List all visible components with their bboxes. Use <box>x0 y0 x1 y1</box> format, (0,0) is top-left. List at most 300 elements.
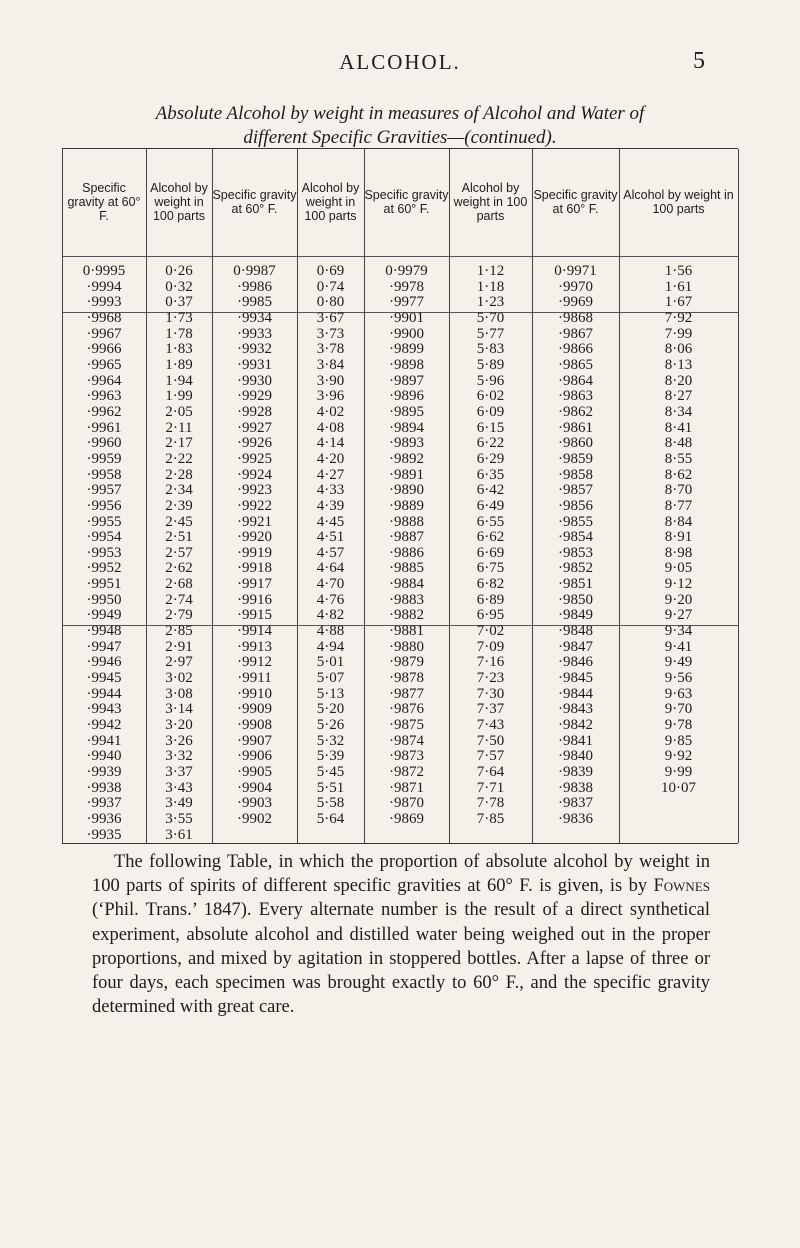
alcohol-cell: 5·26 <box>316 717 345 734</box>
alcohol-cell: 5·01 <box>316 654 345 671</box>
gravity-cell: ·9964 <box>86 372 122 389</box>
gravity-cell: ·9846 <box>558 654 593 671</box>
alcohol-cell: 6·22 <box>476 435 505 452</box>
alcohol-cell: 1·56 <box>664 263 693 279</box>
gravity-cell: ·9841 <box>558 732 593 749</box>
gravity-cell: ·9849 <box>558 607 593 624</box>
alcohol-cell: 3·78 <box>316 341 345 358</box>
gravity-cell: ·9907 <box>237 732 272 749</box>
gravity-cell: ·9913 <box>237 638 272 655</box>
gravity-cell: ·9928 <box>237 403 272 420</box>
gravity-cell: ·9911 <box>237 670 272 687</box>
gravity-cell: ·9940 <box>86 748 122 765</box>
gravity-cell: ·9855 <box>558 513 593 530</box>
alcohol-cell: 1·99 <box>165 388 193 405</box>
alcohol-cell: 6·75 <box>476 560 505 577</box>
alcohol-cell: 1·18 <box>476 278 505 295</box>
alcohol-cell: 2·45 <box>165 513 193 530</box>
alcohol-cell: 8·70 <box>664 482 693 499</box>
gravity-cell: ·9903 <box>237 795 272 812</box>
alcohol-cell: 4·33 <box>316 482 345 499</box>
gravity-cell: ·9937 <box>86 795 122 812</box>
alcohol-cell: 7·71 <box>476 779 505 796</box>
alcohol-cell: 2·28 <box>165 466 193 483</box>
alcohol-cell: 8·91 <box>664 529 693 546</box>
gravity-cell: ·9963 <box>86 388 122 405</box>
gravity-cell: ·9897 <box>389 372 424 389</box>
gravity-cell: ·9926 <box>237 435 272 452</box>
gravity-cell: ·9916 <box>237 591 272 608</box>
gravity-cell: ·9905 <box>237 764 272 780</box>
alcohol-cell: 0·74 <box>316 278 345 295</box>
alcohol-cell: 6·82 <box>476 576 505 593</box>
alcohol-cell: 9·85 <box>664 732 693 749</box>
alcohol-cell: 6·42 <box>476 482 505 499</box>
header-specific-gravity: Specific gravity at 60° F. <box>212 188 297 216</box>
alcohol-cell: 8·84 <box>664 513 693 530</box>
alcohol-column <box>146 264 212 843</box>
gravity-cell: ·9912 <box>237 654 272 671</box>
gravity-cell: ·9894 <box>389 419 424 436</box>
gravity-cell: ·9917 <box>237 576 272 593</box>
gravity-column <box>212 264 297 828</box>
gravity-cell: ·9881 <box>389 623 424 640</box>
gravity-cell: ·9945 <box>86 670 122 687</box>
gravity-cell: ·9850 <box>558 591 593 608</box>
alcohol-cell: 1·94 <box>165 372 193 389</box>
header-alcohol-by-weight: Alcohol by weight in 100 parts <box>150 181 208 223</box>
alcohol-cell: 4·88 <box>316 623 345 640</box>
alcohol-cell: 5·96 <box>476 372 505 389</box>
alcohol-cell: 9·34 <box>664 623 693 640</box>
gravity-cell: ·9914 <box>237 623 272 640</box>
gravity-cell: ·9957 <box>86 482 122 499</box>
gravity-cell: ·9919 <box>237 544 272 561</box>
gravity-cell: ·9933 <box>237 325 272 342</box>
gravity-cell: ·9872 <box>389 764 424 780</box>
gravity-cell: ·9848 <box>558 623 593 640</box>
gravity-cell: ·9863 <box>558 388 593 405</box>
gravity-cell: ·9858 <box>558 466 593 483</box>
alcohol-cell: 5·83 <box>476 341 505 358</box>
gravity-cell: ·9867 <box>558 325 593 342</box>
gravity-cell: ·9986 <box>237 278 272 295</box>
gravity-cell: ·9879 <box>389 654 424 671</box>
gravity-cell: ·9889 <box>389 497 424 514</box>
gravity-cell: ·9852 <box>558 560 593 577</box>
column-rule <box>738 149 739 843</box>
gravity-cell: ·9938 <box>86 779 122 796</box>
gravity-cell: ·9959 <box>86 450 122 467</box>
gravity-cell: ·9844 <box>558 685 593 702</box>
gravity-cell: ·9925 <box>237 450 272 467</box>
gravity-cell: ·9944 <box>86 685 122 702</box>
gravity-cell: ·9845 <box>558 670 593 687</box>
gravity-cell: ·9837 <box>558 795 593 812</box>
gravity-cell: ·9864 <box>558 372 593 389</box>
gravity-cell: ·9886 <box>389 544 424 561</box>
alcohol-cell: 4·27 <box>316 466 345 483</box>
alcohol-cell: 5·45 <box>316 764 345 780</box>
alcohol-cell: 0·32 <box>165 278 193 295</box>
alcohol-cell: 7·16 <box>476 654 505 671</box>
gravity-cell: ·9956 <box>86 497 122 514</box>
alcohol-cell: 7·64 <box>476 764 505 780</box>
alcohol-cell: 3·61 <box>165 826 193 843</box>
alcohol-cell: 8·77 <box>664 497 693 514</box>
alcohol-cell: 2·97 <box>165 654 193 671</box>
alcohol-cell: 5·51 <box>316 779 345 796</box>
alcohol-cell: 8·48 <box>664 435 693 452</box>
alcohol-cell: 4·45 <box>316 513 345 530</box>
alcohol-cell: 2·05 <box>165 403 193 420</box>
alcohol-cell: 7·78 <box>476 795 505 812</box>
gravity-cell: ·9934 <box>237 309 272 326</box>
alcohol-cell: 4·14 <box>316 435 345 452</box>
alcohol-cell: 0·26 <box>165 263 193 279</box>
gravity-cell: ·9836 <box>558 810 593 827</box>
gravity-cell: ·9884 <box>389 576 424 593</box>
alcohol-cell: 9·92 <box>664 748 693 765</box>
alcohol-cell: 3·55 <box>165 810 193 827</box>
alcohol-cell: 1·12 <box>476 263 505 279</box>
alcohol-cell: 6·35 <box>476 466 505 483</box>
gravity-cell: ·9840 <box>558 748 593 765</box>
alcohol-cell: 4·39 <box>316 497 345 514</box>
alcohol-cell: 4·82 <box>316 607 345 624</box>
table-caption <box>60 102 740 150</box>
gravity-cell: ·9871 <box>389 779 424 796</box>
gravity-cell: 0·9987 <box>233 263 276 279</box>
alcohol-cell: 8·62 <box>664 466 693 483</box>
alcohol-cell: 5·32 <box>316 732 345 749</box>
alcohol-cell: 4·20 <box>316 450 345 467</box>
gravity-cell: ·9952 <box>86 560 122 577</box>
gravity-cell: ·9927 <box>237 419 272 436</box>
gravity-cell: ·9895 <box>389 403 424 420</box>
alcohol-column <box>297 264 364 828</box>
alcohol-cell: 2·62 <box>165 560 193 577</box>
alcohol-cell: 8·34 <box>664 403 693 420</box>
caption-line-1: Absolute Alcohol by weight in measures of Alcohol and Water of <box>155 103 645 124</box>
alcohol-cell: 9·05 <box>664 560 693 577</box>
gravity-table <box>62 148 738 844</box>
header-alcohol-by-weight: Alcohol by weight in 100 parts <box>301 181 360 223</box>
gravity-cell: ·9883 <box>389 591 424 608</box>
alcohol-cell: 7·57 <box>476 748 505 765</box>
gravity-cell: 0·9995 <box>82 263 126 279</box>
gravity-cell: ·9899 <box>389 341 424 358</box>
header-alcohol-by-weight: Alcohol by weight in 100 parts <box>623 188 734 216</box>
alcohol-cell: 8·27 <box>664 388 693 405</box>
gravity-cell: ·9847 <box>558 638 593 655</box>
gravity-cell: ·9866 <box>558 341 593 358</box>
alcohol-cell: 9·56 <box>664 670 693 687</box>
alcohol-cell: 2·74 <box>165 591 193 608</box>
gravity-cell: ·9890 <box>389 482 424 499</box>
gravity-cell: ·9946 <box>86 654 122 671</box>
alcohol-cell: 9·49 <box>664 654 693 671</box>
gravity-cell: ·9870 <box>389 795 424 812</box>
alcohol-cell: 8·55 <box>664 450 693 467</box>
alcohol-cell: 6·62 <box>476 529 505 546</box>
alcohol-cell: 1·23 <box>476 294 505 311</box>
alcohol-cell: 0·80 <box>316 294 345 311</box>
alcohol-cell: 6·29 <box>476 450 505 467</box>
gravity-cell: ·9920 <box>237 529 272 546</box>
alcohol-cell: 8·20 <box>664 372 693 389</box>
alcohol-cell: 6·15 <box>476 419 505 436</box>
alcohol-cell: 7·85 <box>476 810 505 827</box>
gravity-cell: ·9970 <box>558 278 593 295</box>
alcohol-cell: 6·49 <box>476 497 505 514</box>
alcohol-cell: 8·41 <box>664 419 693 436</box>
running-head-title: ALCOHOL. <box>339 50 461 74</box>
gravity-cell: ·9900 <box>389 325 424 342</box>
alcohol-cell: 3·26 <box>165 732 193 749</box>
gravity-cell: ·9893 <box>389 435 424 452</box>
gravity-cell: ·9877 <box>389 685 424 702</box>
gravity-cell: ·9896 <box>389 388 424 405</box>
author-name: Fownes <box>653 876 710 897</box>
gravity-cell: ·9857 <box>558 482 593 499</box>
gravity-column <box>62 264 146 843</box>
gravity-cell: ·9908 <box>237 717 272 734</box>
alcohol-cell: 2·51 <box>165 529 193 546</box>
gravity-cell: ·9922 <box>237 497 272 514</box>
alcohol-cell: 3·43 <box>165 779 193 796</box>
alcohol-cell: 10·07 <box>661 779 696 796</box>
alcohol-cell: 3·32 <box>165 748 193 765</box>
gravity-cell: ·9923 <box>237 482 272 499</box>
gravity-cell: ·9860 <box>558 435 593 452</box>
alcohol-cell: 7·43 <box>476 717 505 734</box>
header-specific-gravity: Specific gravity at 60° F. <box>67 181 141 223</box>
gravity-cell: ·9862 <box>558 403 593 420</box>
gravity-cell: ·9902 <box>237 810 272 827</box>
alcohol-cell: 5·70 <box>476 309 505 326</box>
alcohol-cell: 4·64 <box>316 560 345 577</box>
gravity-cell: ·9929 <box>237 388 272 405</box>
alcohol-cell: 3·37 <box>165 764 193 780</box>
alcohol-cell: 7·02 <box>476 623 505 640</box>
alcohol-cell: 5·89 <box>476 356 505 373</box>
gravity-cell: ·9978 <box>389 278 424 295</box>
gravity-cell: ·9932 <box>237 341 272 358</box>
alcohol-column <box>619 264 738 796</box>
gravity-cell: ·9873 <box>389 748 424 765</box>
gravity-cell: ·9962 <box>86 403 122 420</box>
gravity-cell: ·9993 <box>86 294 122 311</box>
alcohol-cell: 1·89 <box>165 356 193 373</box>
gravity-cell: ·9878 <box>389 670 424 687</box>
alcohol-cell: 8·98 <box>664 544 693 561</box>
gravity-cell: ·9859 <box>558 450 593 467</box>
gravity-cell: ·9931 <box>237 356 272 373</box>
gravity-cell: ·9921 <box>237 513 272 530</box>
alcohol-cell: 5·77 <box>476 325 505 342</box>
alcohol-cell: 6·89 <box>476 591 505 608</box>
alcohol-cell: 2·57 <box>165 544 193 561</box>
alcohol-cell: 5·07 <box>316 670 345 687</box>
alcohol-cell: 3·20 <box>165 717 193 734</box>
alcohol-cell: 8·06 <box>664 341 693 358</box>
gravity-cell: ·9994 <box>86 278 122 295</box>
gravity-cell: ·9950 <box>86 591 122 608</box>
alcohol-cell: 6·55 <box>476 513 505 530</box>
alcohol-cell: 7·23 <box>476 670 505 687</box>
gravity-cell: ·9965 <box>86 356 122 373</box>
gravity-cell: ·9853 <box>558 544 593 561</box>
alcohol-cell: 4·51 <box>316 529 345 546</box>
alcohol-cell: 7·30 <box>476 685 505 702</box>
gravity-cell: ·9949 <box>86 607 122 624</box>
gravity-cell: ·9882 <box>389 607 424 624</box>
alcohol-cell: 9·12 <box>664 576 693 593</box>
alcohol-cell: 7·92 <box>664 309 693 326</box>
gravity-cell: ·9942 <box>86 717 122 734</box>
alcohol-cell: 7·09 <box>476 638 505 655</box>
gravity-cell: ·9904 <box>237 779 272 796</box>
alcohol-cell: 3·49 <box>165 795 193 812</box>
alcohol-cell: 9·70 <box>664 701 693 718</box>
header-rule <box>62 256 738 257</box>
alcohol-cell: 6·02 <box>476 388 505 405</box>
alcohol-cell: 9·99 <box>664 764 693 780</box>
alcohol-cell: 0·37 <box>165 294 193 311</box>
gravity-cell: ·9985 <box>237 294 272 311</box>
gravity-cell: ·9947 <box>86 638 122 655</box>
gravity-cell: ·9918 <box>237 560 272 577</box>
alcohol-cell: 9·78 <box>664 717 693 734</box>
alcohol-cell: 5·64 <box>316 810 345 827</box>
gravity-cell: ·9901 <box>389 309 424 326</box>
alcohol-cell: 7·50 <box>476 732 505 749</box>
gravity-cell: ·9966 <box>86 341 122 358</box>
gravity-cell: ·9960 <box>86 435 122 452</box>
alcohol-cell: 2·79 <box>165 607 193 624</box>
header-alcohol-by-weight: Alcohol by weight in 100 parts <box>453 181 528 223</box>
alcohol-cell: 2·17 <box>165 435 193 452</box>
gravity-cell: ·9955 <box>86 513 122 530</box>
gravity-cell: ·9888 <box>389 513 424 530</box>
alcohol-cell: 2·91 <box>165 638 193 655</box>
gravity-cell: ·9948 <box>86 623 122 640</box>
gravity-cell: ·9930 <box>237 372 272 389</box>
gravity-cell: ·9969 <box>558 294 593 311</box>
alcohol-cell: 2·68 <box>165 576 193 593</box>
alcohol-cell: 3·08 <box>165 685 193 702</box>
alcohol-cell: 0·69 <box>316 263 345 279</box>
alcohol-column <box>449 264 532 828</box>
gravity-cell: ·9898 <box>389 356 424 373</box>
gravity-cell: ·9861 <box>558 419 593 436</box>
gravity-cell: ·9951 <box>86 576 122 593</box>
gravity-cell: ·9977 <box>389 294 424 311</box>
alcohol-cell: 6·09 <box>476 403 505 420</box>
alcohol-cell: 7·99 <box>664 325 693 342</box>
alcohol-cell: 3·67 <box>316 309 345 326</box>
page-number: 5 <box>693 48 705 74</box>
alcohol-cell: 9·41 <box>664 638 693 655</box>
gravity-column <box>364 264 449 828</box>
gravity-cell: ·9842 <box>558 717 593 734</box>
alcohol-cell: 3·90 <box>316 372 345 389</box>
alcohol-cell: 5·39 <box>316 748 345 765</box>
gravity-cell: ·9939 <box>86 764 122 780</box>
gravity-cell: ·9936 <box>86 810 122 827</box>
alcohol-cell: 4·94 <box>316 638 345 655</box>
gravity-cell: ·9935 <box>86 826 122 843</box>
caption-line-2: different Specific Gravities—(continued). <box>243 127 557 148</box>
paragraph-text: The following Table, in which the proportion of absolute alcohol by weight in 100 parts of spirits of different specific gravities at 60° F. is given, is by <box>92 852 710 897</box>
gravity-cell: ·9941 <box>86 732 122 749</box>
gravity-cell: ·9869 <box>389 810 424 827</box>
alcohol-cell: 8·13 <box>664 356 693 373</box>
alcohol-cell: 9·63 <box>664 685 693 702</box>
alcohol-cell: 4·08 <box>316 419 345 436</box>
gravity-cell: ·9909 <box>237 701 272 718</box>
alcohol-cell: 1·73 <box>165 309 193 326</box>
alcohol-cell: 4·70 <box>316 576 345 593</box>
gravity-cell: ·9885 <box>389 560 424 577</box>
alcohol-cell: 5·58 <box>316 795 345 812</box>
gravity-cell: ·9875 <box>389 717 424 734</box>
alcohol-cell: 4·02 <box>316 403 345 420</box>
gravity-cell: ·9954 <box>86 529 122 546</box>
gravity-cell: ·9856 <box>558 497 593 514</box>
gravity-cell: ·9887 <box>389 529 424 546</box>
alcohol-cell: 3·96 <box>316 388 345 405</box>
gravity-cell: ·9915 <box>237 607 272 624</box>
gravity-cell: ·9838 <box>558 779 593 796</box>
gravity-cell: ·9924 <box>237 466 272 483</box>
alcohol-cell: 1·78 <box>165 325 193 342</box>
gravity-cell: ·9880 <box>389 638 424 655</box>
gravity-cell: ·9876 <box>389 701 424 718</box>
gravity-cell: 0·9971 <box>554 263 597 279</box>
gravity-cell: ·9892 <box>389 450 424 467</box>
paragraph-text: (‘Phil. Trans.’ 1847). Every alternate number is the result of a direct synthetical experiment, absolute alcohol and distilled water being weighed out in the proper proportions, and mixed by agitation in stoppered bottles. After a lapse of three or four days, each specimen was brought exactly to 60° F., and the specific gravity determined with great care. <box>92 900 710 1018</box>
gravity-cell: ·9843 <box>558 701 593 718</box>
gravity-cell: ·9868 <box>558 309 593 326</box>
alcohol-cell: 4·76 <box>316 591 345 608</box>
gravity-cell: ·9854 <box>558 529 593 546</box>
alcohol-cell: 3·14 <box>165 701 193 718</box>
alcohol-cell: 2·22 <box>165 450 193 467</box>
alcohol-cell: 2·39 <box>165 497 193 514</box>
gravity-cell: ·9967 <box>86 325 122 342</box>
alcohol-cell: 3·02 <box>165 670 193 687</box>
gravity-cell: ·9953 <box>86 544 122 561</box>
header-specific-gravity: Specific gravity at 60° F. <box>364 188 449 216</box>
alcohol-cell: 1·67 <box>664 294 693 311</box>
gravity-cell: ·9968 <box>86 309 122 326</box>
alcohol-cell: 9·27 <box>664 607 693 624</box>
header-specific-gravity: Specific gravity at 60° F. <box>533 188 618 216</box>
alcohol-cell: 3·84 <box>316 356 345 373</box>
running-head <box>0 50 800 80</box>
alcohol-cell: 9·20 <box>664 591 693 608</box>
alcohol-cell: 6·69 <box>476 544 505 561</box>
alcohol-cell: 1·83 <box>165 341 193 358</box>
gravity-cell: ·9958 <box>86 466 122 483</box>
gravity-cell: ·9851 <box>558 576 593 593</box>
gravity-cell: ·9891 <box>389 466 424 483</box>
alcohol-cell: 2·11 <box>165 419 193 436</box>
body-paragraph <box>92 850 710 1019</box>
gravity-cell: ·9961 <box>86 419 122 436</box>
